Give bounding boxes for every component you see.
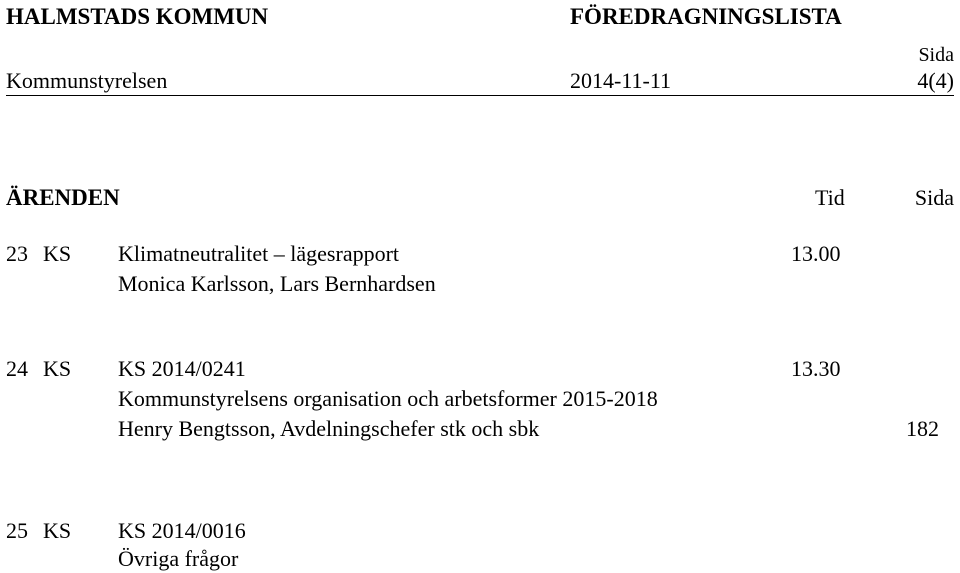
page-label: Sida [918, 44, 954, 66]
item-page: 182 [906, 416, 939, 441]
item-case-number: KS 2014/0016 [118, 518, 246, 543]
item-title: Övriga frågor [118, 546, 239, 571]
item-time: 13.30 [791, 356, 841, 381]
column-header-time: Tid [815, 185, 845, 210]
item-number: 23 [6, 241, 28, 266]
item-time: 13.00 [791, 241, 841, 266]
document-type: FÖREDRAGNINGSLISTA [570, 4, 842, 29]
item-title: Klimatneutralitet – lägesrapport [118, 241, 400, 266]
item-committee: KS [43, 241, 72, 266]
column-header-page: Sida [914, 185, 954, 210]
item-number: 24 [6, 356, 28, 381]
item-case-number: KS 2014/0241 [118, 356, 246, 381]
item-committee: KS [43, 518, 72, 543]
item-committee: KS [43, 356, 72, 381]
item-title: Kommunstyrelsens organisation och arbetsformer 2015-2018 [118, 386, 658, 411]
item-presenters: Monica Karlsson, Lars Bernhardsen [118, 271, 436, 296]
item-number: 25 [6, 518, 28, 543]
meeting-date: 2014-11-11 [570, 68, 672, 93]
committee-name: Kommunstyrelsen [6, 68, 168, 93]
page-number: 4(4) [917, 68, 954, 93]
item-presenters: Henry Bengtsson, Avdelningschefer stk och sbk [118, 416, 540, 441]
organization-name: HALMSTADS KOMMUN [6, 4, 269, 29]
section-title: ÄRENDEN [6, 185, 120, 210]
header-divider [6, 95, 954, 96]
